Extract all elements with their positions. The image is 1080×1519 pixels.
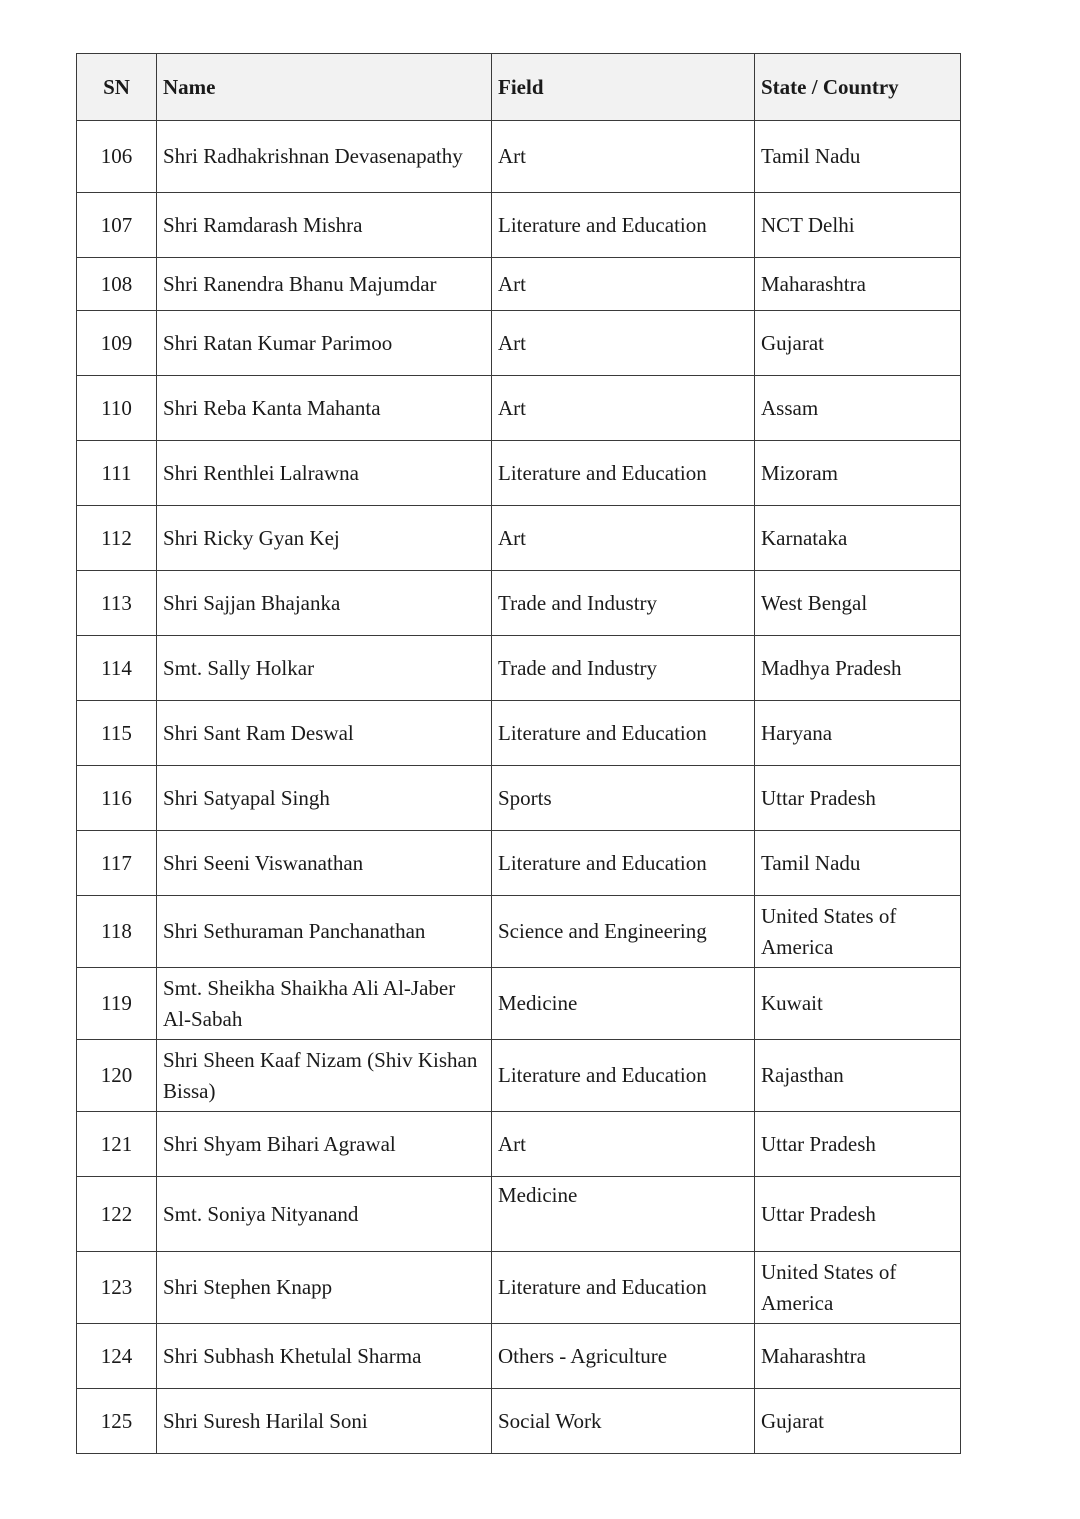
- table-header: [77, 54, 961, 121]
- cell-name: Shri Ramdarash Mishra: [157, 193, 492, 258]
- cell-field: Literature and Education: [492, 441, 755, 506]
- table-row: [77, 766, 961, 831]
- cell-name: Shri Reba Kanta Mahanta: [157, 376, 492, 441]
- cell-state: United States of America: [755, 896, 961, 968]
- cell-field: Science and Engineering: [492, 896, 755, 968]
- table-row: [77, 506, 961, 571]
- cell-sn: 120: [77, 1040, 157, 1112]
- cell-state: Mizoram: [755, 441, 961, 506]
- cell-state: Maharashtra: [755, 258, 961, 311]
- cell-field: Art: [492, 1112, 755, 1177]
- cell-sn: 125: [77, 1389, 157, 1454]
- table-row: [77, 636, 961, 701]
- cell-state: Uttar Pradesh: [755, 1177, 961, 1252]
- cell-state: Tamil Nadu: [755, 831, 961, 896]
- cell-name: Shri Sheen Kaaf Nizam (Shiv Kishan Bissa): [157, 1040, 492, 1112]
- cell-sn: 108: [77, 258, 157, 311]
- cell-sn: 106: [77, 121, 157, 193]
- cell-field: Literature and Education: [492, 193, 755, 258]
- header-sn: SN: [77, 54, 157, 121]
- cell-state: Uttar Pradesh: [755, 766, 961, 831]
- cell-state: Gujarat: [755, 1389, 961, 1454]
- cell-sn: 111: [77, 441, 157, 506]
- cell-name: Shri Sant Ram Deswal: [157, 701, 492, 766]
- table-row: [77, 896, 961, 968]
- cell-name: Shri Sajjan Bhajanka: [157, 571, 492, 636]
- cell-state: Madhya Pradesh: [755, 636, 961, 701]
- table-body: [77, 121, 961, 1454]
- cell-sn: 116: [77, 766, 157, 831]
- cell-field: Others - Agriculture: [492, 1324, 755, 1389]
- cell-field: Literature and Education: [492, 1040, 755, 1112]
- cell-state: Tamil Nadu: [755, 121, 961, 193]
- header-field: Field: [492, 54, 755, 121]
- table-row: [77, 831, 961, 896]
- table-row: [77, 1040, 961, 1112]
- cell-field: Literature and Education: [492, 1252, 755, 1324]
- cell-field: Medicine: [492, 968, 755, 1040]
- cell-sn: 119: [77, 968, 157, 1040]
- cell-field: Trade and Industry: [492, 636, 755, 701]
- table-row: [77, 1324, 961, 1389]
- cell-field: Trade and Industry: [492, 571, 755, 636]
- cell-field: Literature and Education: [492, 701, 755, 766]
- cell-sn: 107: [77, 193, 157, 258]
- header-row: [77, 54, 961, 121]
- cell-field: Art: [492, 376, 755, 441]
- cell-field: Art: [492, 506, 755, 571]
- cell-sn: 121: [77, 1112, 157, 1177]
- cell-sn: 123: [77, 1252, 157, 1324]
- cell-state: Karnataka: [755, 506, 961, 571]
- header-name: Name: [157, 54, 492, 121]
- table-row: [77, 311, 961, 376]
- header-state: State / Country: [755, 54, 961, 121]
- cell-state: Haryana: [755, 701, 961, 766]
- table-row: [77, 1389, 961, 1454]
- cell-state: United States of America: [755, 1252, 961, 1324]
- cell-name: Smt. Sally Holkar: [157, 636, 492, 701]
- cell-field: Sports: [492, 766, 755, 831]
- awardees-table: [76, 53, 961, 1454]
- cell-sn: 117: [77, 831, 157, 896]
- cell-field: Art: [492, 121, 755, 193]
- table-row: [77, 571, 961, 636]
- table-row: [77, 1252, 961, 1324]
- cell-field: Social Work: [492, 1389, 755, 1454]
- cell-sn: 114: [77, 636, 157, 701]
- cell-state: NCT Delhi: [755, 193, 961, 258]
- cell-sn: 112: [77, 506, 157, 571]
- cell-state: Rajasthan: [755, 1040, 961, 1112]
- cell-name: Shri Radhakrishnan Devasenapathy: [157, 121, 492, 193]
- cell-name: Smt. Soniya Nityanand: [157, 1177, 492, 1252]
- cell-state: Uttar Pradesh: [755, 1112, 961, 1177]
- cell-name: Smt. Sheikha Shaikha Ali Al-Jaber Al-Sabah: [157, 968, 492, 1040]
- cell-name: Shri Ranendra Bhanu Majumdar: [157, 258, 492, 311]
- cell-name: Shri Shyam Bihari Agrawal: [157, 1112, 492, 1177]
- cell-state: West Bengal: [755, 571, 961, 636]
- cell-state: Gujarat: [755, 311, 961, 376]
- cell-name: Shri Stephen Knapp: [157, 1252, 492, 1324]
- cell-name: Shri Ratan Kumar Parimoo: [157, 311, 492, 376]
- table-row: [77, 701, 961, 766]
- cell-field: Medicine: [492, 1177, 755, 1252]
- cell-name: Shri Sethuraman Panchanathan: [157, 896, 492, 968]
- cell-name: Shri Satyapal Singh: [157, 766, 492, 831]
- cell-field: Art: [492, 258, 755, 311]
- table-row: [77, 121, 961, 193]
- cell-name: Shri Suresh Harilal Soni: [157, 1389, 492, 1454]
- cell-sn: 122: [77, 1177, 157, 1252]
- cell-name: Shri Ricky Gyan Kej: [157, 506, 492, 571]
- table-row: [77, 441, 961, 506]
- table-row: [77, 968, 961, 1040]
- table-row: [77, 193, 961, 258]
- cell-state: Maharashtra: [755, 1324, 961, 1389]
- table-row: [77, 258, 961, 311]
- cell-name: Shri Seeni Viswanathan: [157, 831, 492, 896]
- cell-sn: 118: [77, 896, 157, 968]
- table-row: [77, 1177, 961, 1252]
- table-row: [77, 1112, 961, 1177]
- table-row: [77, 376, 961, 441]
- cell-sn: 115: [77, 701, 157, 766]
- cell-sn: 113: [77, 571, 157, 636]
- cell-state: Assam: [755, 376, 961, 441]
- cell-state: Kuwait: [755, 968, 961, 1040]
- cell-sn: 124: [77, 1324, 157, 1389]
- cell-name: Shri Subhash Khetulal Sharma: [157, 1324, 492, 1389]
- cell-field: Literature and Education: [492, 831, 755, 896]
- cell-field: Art: [492, 311, 755, 376]
- cell-name: Shri Renthlei Lalrawna: [157, 441, 492, 506]
- cell-sn: 109: [77, 311, 157, 376]
- cell-sn: 110: [77, 376, 157, 441]
